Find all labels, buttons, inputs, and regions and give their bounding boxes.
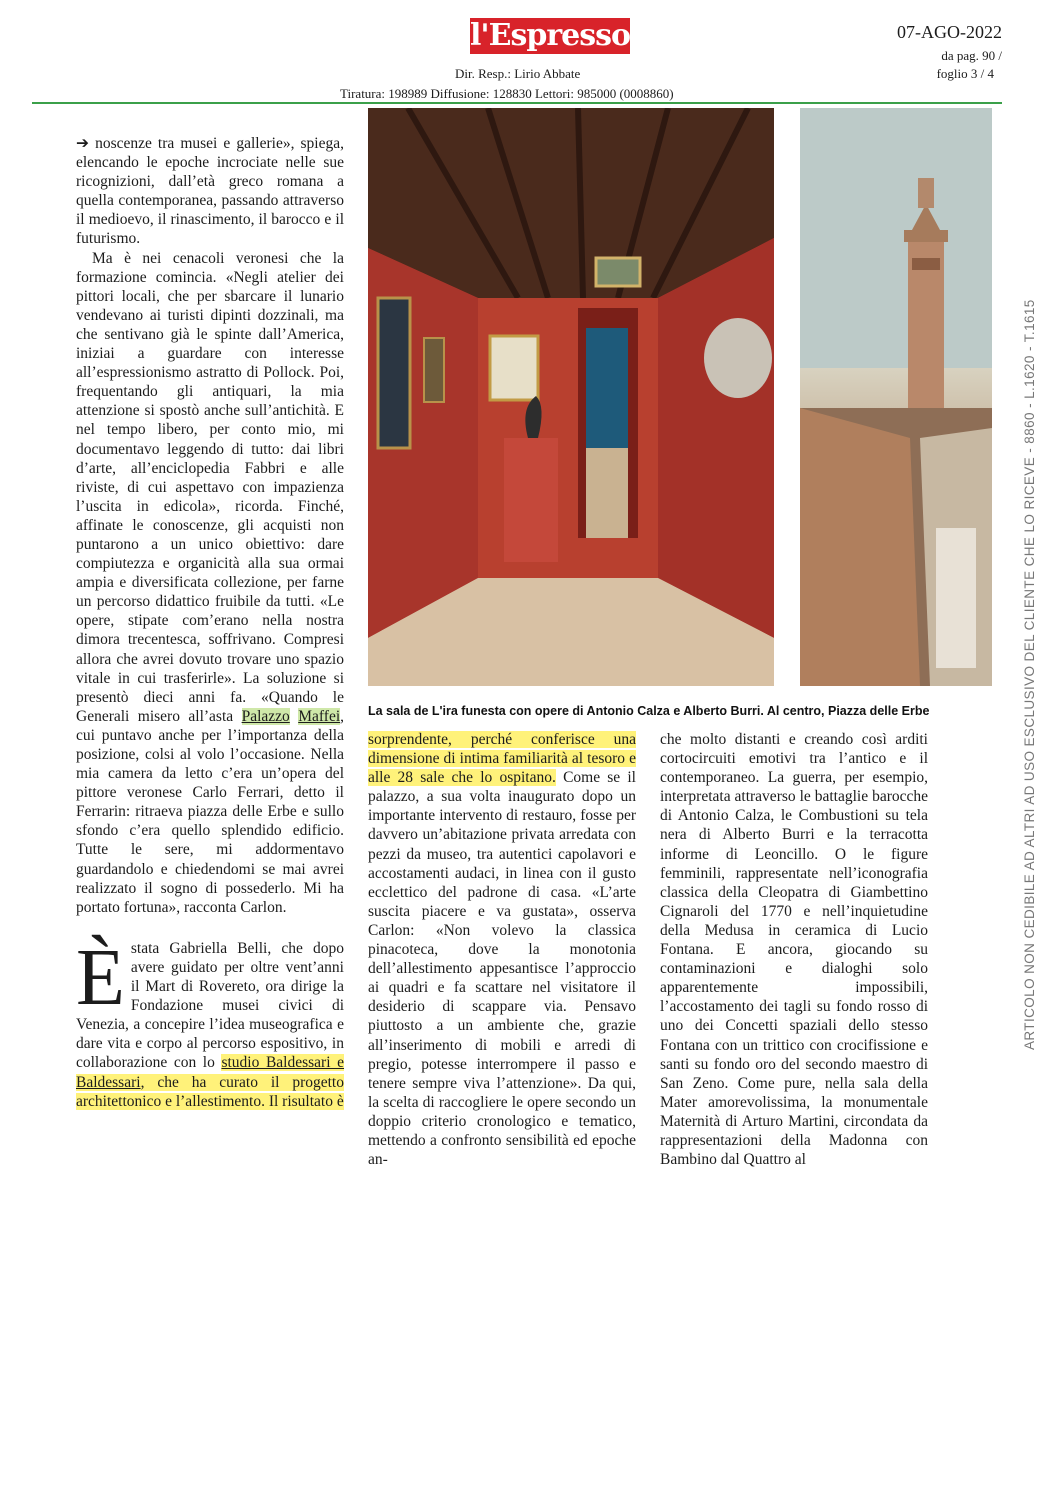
- circulation-line: Tiratura: 198989 Diffusione: 128830 Lettori: 985000 (0008860): [340, 86, 674, 101]
- header-divider: [32, 102, 1002, 104]
- paragraph: [76, 134, 344, 249]
- paragraph: [76, 249, 344, 917]
- paragraph: [76, 933, 345, 1111]
- paragraph-text: stata Gabriella Belli, che dopo avere guidato per oltre vent’anni il Mart di Rovereto, ora dirige la Fondazione musei civici di Venezia, a concepire l’idea museografica e dare vita e corpo al percorso espositivo, in collaborazione con lo: [76, 939, 344, 1072]
- espresso-logo: l'Espresso: [470, 18, 630, 53]
- paragraph-text: Come se il palazzo, a sua volta inaugurato dopo un importante intervento di restauro, fosse per davvero un’abitazione privata arredata con pezzi da museo, tra autentici capolavori e accostamenti audaci, in linea con il gusto ecclettico del padrone di casa. «L’arte suscita piacere e va gustata», osserva Carlon: «Non volevo la classica pinacoteca, dove la monotonia dell’allestimento appesantisce l’approccio ai quadri e fa scattare nel visitatore il desiderio di scappare via. Pensavo piuttosto a un ambiente che, grazie all’inserimento di mobili e arredi di pregio, potesse interrompere il passo e tenere sempre viva l’attenzione». Da qui, la scelta di raccogliere le opere secondo un doppio criterio cronologico e tematico, mettendo a confronto sensibilità ed epoche an-: [368, 769, 636, 1169]
- paragraph-text: noscenze tra musei e gallerie», spiega, elencando le epoche incrociate nelle sue ricognizioni, dall’età greco romana a quella contemporanea, passando attraverso il medioevo, il rinascimento, il barocco e il futurismo.: [76, 135, 344, 248]
- continuation-arrow-icon: ➔: [76, 134, 89, 152]
- paragraph-text: che molto distanti e creando così arditi cortocircuiti emotivi tra l’antico e il contemporaneo. La guerra, per esempio, interpretata attraverso le battaglie barocche di Antonio Calza, le Combustioni su tela nera di Alberto Burri e la terracotta informe di Leoncillo. O le figure femminili, rappresentate nell’iconografia classica della Cleopatra di Giambettino Cignaroli del 1770 e nell’inquietudine della Medusa in ceramica di Lucio Fontana. E ancora, giocando su contaminazioni e dialoghi solo apparentemente impossibili, l’accostamento dei tagli su fondo rosso di uno dei Concetti spaziali dello stesso Fontana con un trittico con crocifissione e santi su fondo oro del secondo maestro di San Zeno. Come pure, nella sala della Mater amorevolissima, la monumentale Maternità di Arturo Martini, circondata da rappresentazioni della Madonna con Bambino dal Quattro al: [660, 731, 928, 1169]
- paragraph-text: Ma è nei cenacoli veronesi che la formazione comincia. «Negli atelier dei pittori locali, che per sbarcare il lunario vendevano ai turisti dipinti dozzinali, ma che sentivano già le spinte dall’America, iniziai a guardare con interesse all’espressionismo astratto di Pollock. Poi, frequentando gli antiquari, la mia attenzione si spostò anche sull’antichità. E nel tempo libero, per conto mio, mi documentavo leggendo di tutto: dai libri d’arte, all’enciclopedia Fabbri e alle riviste, di cui aspettavo con impazienza l’uscita in edicola», ricorda. Finché, affinate le conoscenze, gli acquisti non puntarono a un unico obiettivo: dare compiutezza e organicità alla sua ormai ampia e diversificata collezione, per farne un percorso didattico fruibile da tutti. «Le opere, stipate com’erano nella nostra dimora trecentesca, soffrivano. Compresi allora che avrei dovuto trovare uno spazio vitale in cui trasferirle». La soluzione si presentò dieci anni fa. «Quando le Generali misero all’asta: [76, 249, 344, 725]
- tower-illustration: [800, 108, 992, 686]
- page-reference: da pag. 90 /: [941, 48, 1002, 63]
- highlight-maffei: Maffei: [298, 707, 341, 725]
- gallery-room-photo: [368, 108, 774, 686]
- article-column-2: [368, 730, 636, 1169]
- side-disclaimer: ARTICOLO NON CEDIBILE AD ALTRI AD USO ESCLUSIVO DEL CLIENTE CHE LO RICEVE - 8860 - L.1620 - T.1615: [1022, 299, 1037, 1050]
- highlight-text: sorprendente, perché conferisce una dimensione di intima familiarità al tesoro e alle 28 sale che lo ospitano.: [368, 731, 636, 787]
- drop-cap: È: [76, 933, 125, 1022]
- space: [290, 708, 298, 725]
- issue-date: 07-AGO-2022: [897, 22, 1002, 42]
- highlight-palazzo: Palazzo: [241, 707, 290, 725]
- article-column-3: [660, 730, 928, 1169]
- highlight-text: , che ha curato il progetto architettonico e l’allestimento. Il risultato è: [76, 1073, 344, 1110]
- photo-caption: La sala de L'ira funesta con opere di Antonio Calza e Alberto Burri. Al centro, Piazza delle Erbe: [368, 704, 930, 718]
- piazza-erbe-photo: [800, 108, 992, 686]
- paragraph: [660, 730, 928, 1169]
- paragraph-text: , cui puntavo anche per l’importanza della posizione, colsi al volo l’occasione. Nella mia camera da letto c’era un’opera del pittore veronese Carlo Ferrari, detto il Ferrarin: ritraeva piazza delle Erbe e sullo sfondo c’era quello splendido edificio. Tutte le sere, mi addormentavo guardandolo e chiedendomi se mai avrei realizzato il sogno di possederlo. Mi ha portato fortuna», racconta Carlon.: [76, 707, 345, 916]
- paragraph: [368, 730, 636, 1169]
- director-line: Dir. Resp.: Lirio Abbate: [455, 66, 581, 81]
- highlight-studio: studio Baldessari e Baldessari: [76, 1054, 345, 1091]
- sheet-reference: foglio 3 / 4: [936, 66, 994, 81]
- article-column-1: [76, 134, 344, 1111]
- gallery-room-illustration: [368, 108, 774, 686]
